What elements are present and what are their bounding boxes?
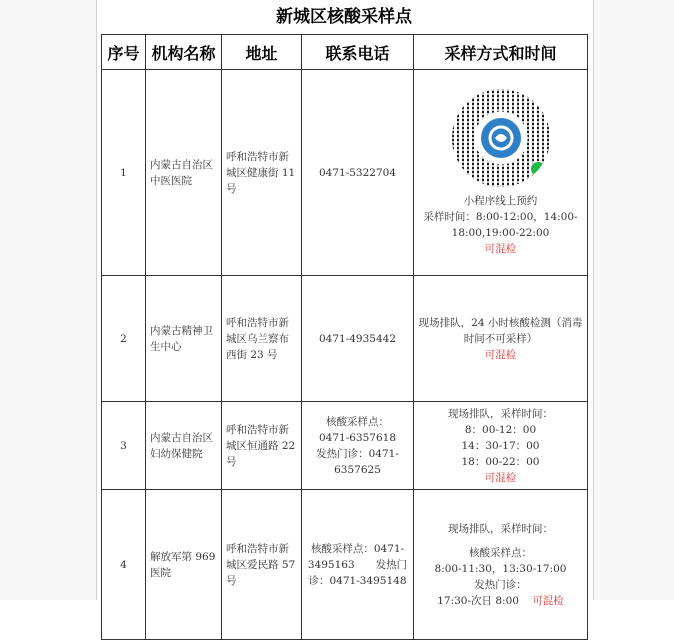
row-method — [414, 276, 588, 402]
table-row — [102, 70, 588, 276]
row-no: 3 — [102, 402, 146, 490]
row-method — [414, 402, 588, 490]
mixed-test-label: 可混检 — [532, 594, 564, 607]
sampling-sites-table — [101, 34, 588, 640]
row-org: 内蒙古自治区妇幼保健院 — [146, 402, 222, 490]
row-phone: 0471-4935442 — [302, 276, 414, 402]
row-method-text: 现场排队，24 小时核酸检测（消毒时间不可采样） — [418, 316, 583, 345]
row-method-text: 小程序线上预约 采样时间：8:00-12:00，14:00-18:00,19:00-22:00 — [423, 194, 578, 239]
row-method-text: 现场排队，采样时间： 8：00-12：00 14：30-17：00 18：00-22：00 — [448, 407, 553, 468]
row-addr: 呼和浩特市新城区乌兰察布西街 23 号 — [222, 276, 302, 402]
header-method: 采样方式和时间 — [414, 35, 588, 70]
header-phone: 联系电话 — [302, 35, 414, 70]
table-row — [102, 490, 588, 640]
mixed-test-label: 可混检 — [484, 471, 517, 484]
mini-program-qr-icon[interactable] — [452, 89, 550, 187]
row-no: 4 — [102, 490, 146, 640]
row-method-detail: 核酸采样点： 8:00-11:30，13:30-17:00 发热门诊： 17:30-次日 8:00 — [434, 546, 567, 607]
row-no: 2 — [102, 276, 146, 402]
mini-program-badge-icon — [530, 161, 546, 177]
row-phone: 核酸采样点： 0471-6357618 发热门诊：0471-6357625 — [302, 402, 414, 490]
row-addr: 呼和浩特市新城区恒通路 22 号 — [222, 402, 302, 490]
row-method — [414, 70, 588, 276]
row-phone: 核酸采样点：0471-3495163 发热门诊：0471-3495148 — [302, 490, 414, 640]
page-title: 新城区核酸采样点 — [276, 7, 412, 27]
header-org: 机构名称 — [146, 35, 222, 70]
row-method-text: 现场排队，采样时间： — [448, 522, 553, 535]
qr-logo-icon — [481, 118, 521, 158]
table-row — [102, 276, 588, 402]
qr-code-container — [417, 89, 584, 187]
row-org: 内蒙古精神卫生中心 — [146, 276, 222, 402]
row-addr: 呼和浩特市新城区爱民路 57 号 — [222, 490, 302, 640]
row-method — [414, 490, 588, 640]
row-addr: 呼和浩特市新城区健康街 11 号 — [222, 70, 302, 276]
mixed-test-label: 可混检 — [484, 348, 517, 361]
table-header-row — [102, 35, 588, 70]
row-org: 解放军第 969 医院 — [146, 490, 222, 640]
table-row — [102, 402, 588, 490]
row-phone: 0471-5322704 — [302, 70, 414, 276]
row-no: 1 — [102, 70, 146, 276]
row-org: 内蒙古自治区中医医院 — [146, 70, 222, 276]
mixed-test-label: 可混检 — [484, 242, 517, 255]
header-addr: 地址 — [222, 35, 302, 70]
header-no: 序号 — [102, 35, 146, 70]
